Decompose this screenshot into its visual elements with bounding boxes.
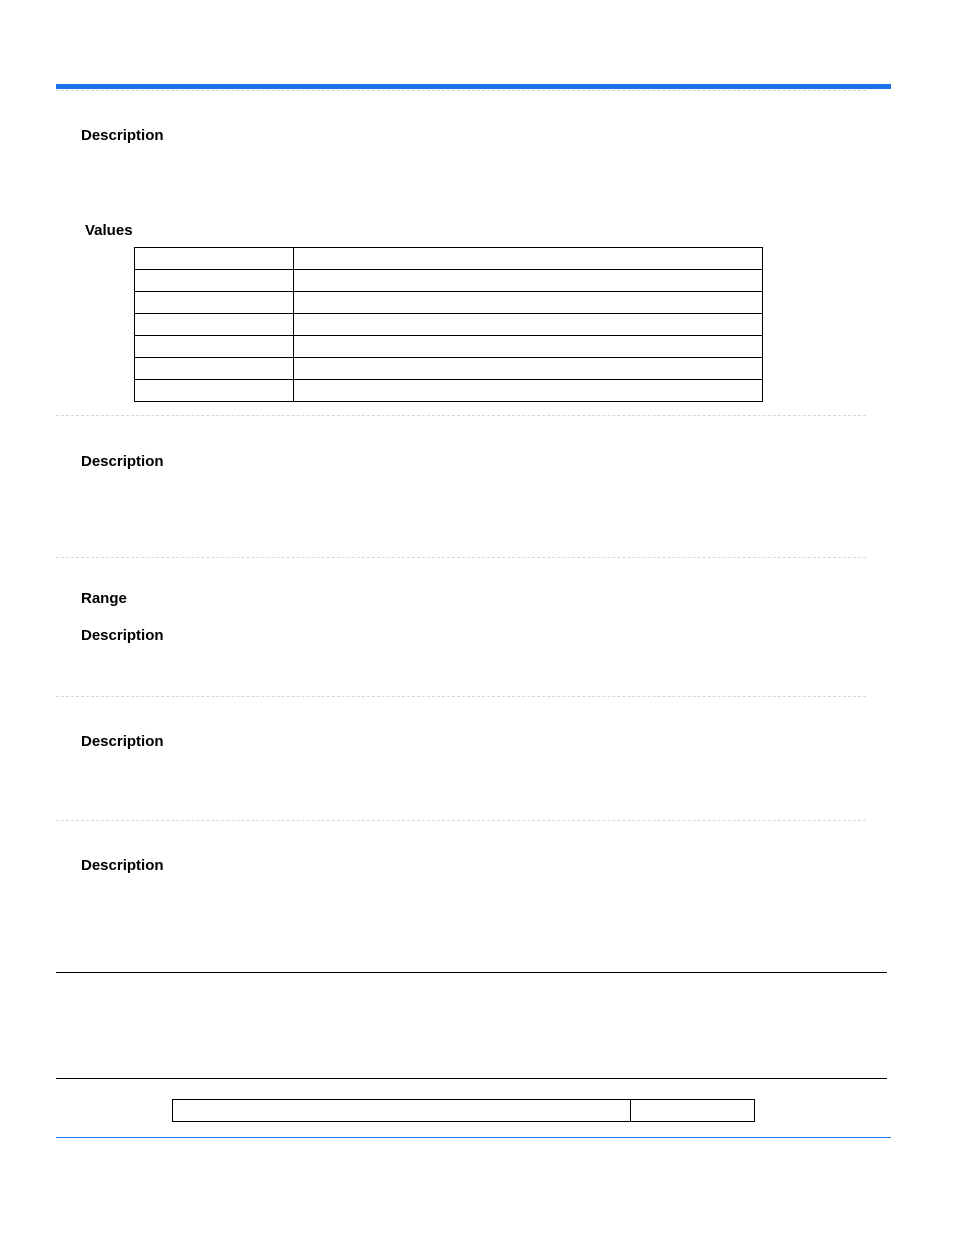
table-cell [294,270,763,292]
section-5-heading: Description [81,857,164,874]
table-cell [294,380,763,402]
table-cell [135,292,294,314]
section-divider [56,696,866,697]
table-row [135,248,763,270]
range-heading: Range [81,590,127,607]
table-cell [294,336,763,358]
section-4-heading: Description [81,733,164,750]
header-accent-bar [56,84,891,89]
table-row [135,292,763,314]
table-row [135,314,763,336]
values-heading: Values [85,222,133,239]
section-divider [56,415,866,416]
section-1-heading: Description [81,127,164,144]
section-divider [56,557,866,558]
footer-table [172,1099,755,1122]
header-dashed-rule [56,90,866,91]
table-row [135,358,763,380]
table-row [135,336,763,358]
table-cell [135,336,294,358]
section-divider [56,820,866,821]
values-table [134,247,763,402]
table-cell [294,314,763,336]
table-cell [294,248,763,270]
table-row [173,1100,755,1122]
footer-rule-top [56,972,887,973]
table-cell [631,1100,755,1122]
table-cell [135,248,294,270]
section-3-heading: Description [81,627,164,644]
table-row [135,270,763,292]
table-cell [135,270,294,292]
table-cell [135,358,294,380]
table-cell [294,292,763,314]
table-cell [135,380,294,402]
table-cell [135,314,294,336]
footer-accent-line [56,1137,891,1138]
footer-rule-bottom [56,1078,887,1079]
table-cell [173,1100,631,1122]
table-cell [294,358,763,380]
table-row [135,380,763,402]
section-2-heading: Description [81,453,164,470]
